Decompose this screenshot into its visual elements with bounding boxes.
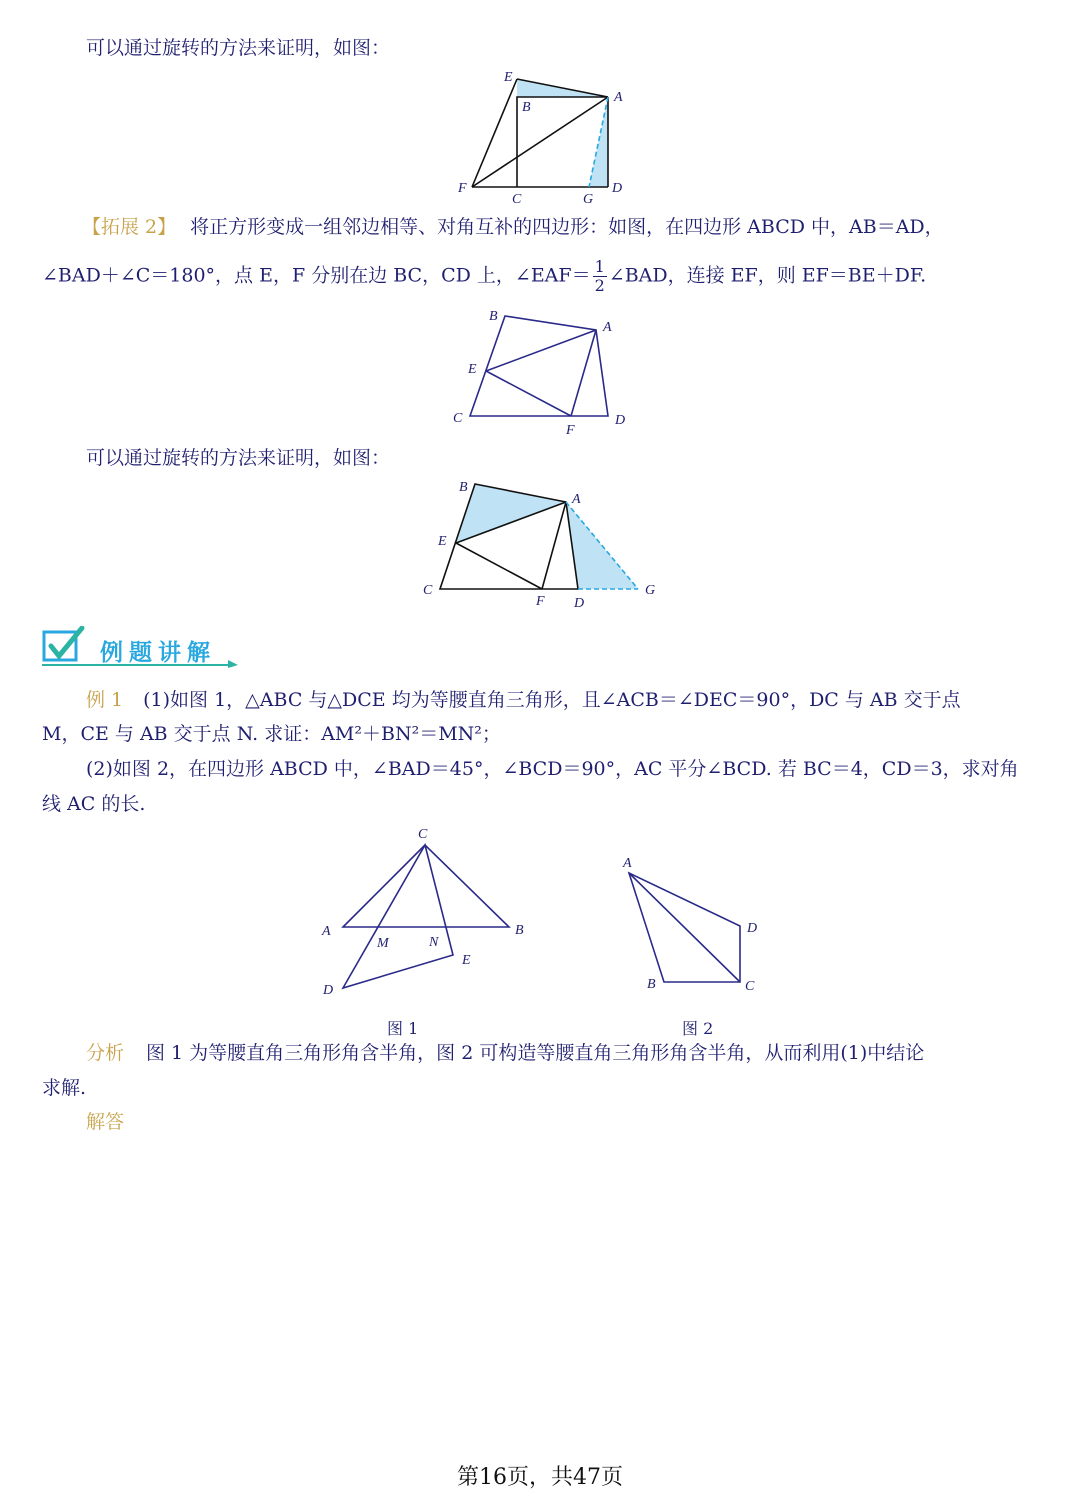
figure-1-triangles bbox=[318, 822, 533, 1000]
caption-figure-1: 图 1 bbox=[387, 1019, 419, 1038]
label-A: A bbox=[603, 320, 612, 335]
label-F: F bbox=[536, 594, 545, 609]
section-title: 例题讲解 bbox=[100, 640, 216, 666]
example-1-text-1: (1)如图 1，△ABC 与△DCE 均为等腰直角三角形，且∠ACB＝∠DEC＝90°，DC 与 AB 交于点 bbox=[143, 689, 961, 711]
label-G: G bbox=[583, 192, 594, 207]
label-M: M bbox=[377, 936, 389, 951]
label-A: A bbox=[614, 90, 623, 105]
extension-2-text-1: 将正方形变成一组邻边相等、对角互补的四边形：如图，在四边形 ABCD 中，AB＝AD， bbox=[190, 216, 944, 238]
figure-quadrilateral bbox=[445, 300, 635, 440]
label-A: A bbox=[322, 924, 331, 939]
proof-intro-2: 可以通过旋转的方法来证明，如图： bbox=[86, 447, 391, 469]
label-D: D bbox=[615, 413, 626, 428]
label-B: B bbox=[489, 309, 498, 324]
extension-2-text-2a: ∠BAD＋∠C＝180°，点 E，F 分别在边 BC，CD 上，∠EAF＝ bbox=[42, 264, 591, 287]
label-E: E bbox=[504, 70, 513, 85]
label-E: E bbox=[438, 534, 447, 549]
analysis-tag: 分析 bbox=[86, 1042, 125, 1064]
label-B: B bbox=[647, 977, 656, 992]
label-B: B bbox=[522, 100, 531, 115]
label-E: E bbox=[462, 953, 471, 968]
figure-quadrilateral-rotation bbox=[420, 476, 660, 612]
example-1-line-3: (2)如图 2，在四边形 ABCD 中，∠BAD＝45°，∠BCD＝90°，AC 平分∠BCD. 若 BC＝4，CD＝3，求对角 bbox=[86, 758, 1019, 780]
caption-figure-2: 图 2 bbox=[682, 1019, 714, 1038]
label-B: B bbox=[515, 923, 524, 938]
extension-2-line-2 bbox=[42, 258, 926, 295]
label-C: C bbox=[453, 411, 463, 426]
analysis-line-2: 求解. bbox=[42, 1077, 87, 1099]
label-N: N bbox=[429, 935, 439, 950]
answer-tag: 解答 bbox=[86, 1111, 125, 1133]
fraction-one-half: $\frac{1}{2}$ bbox=[594, 257, 605, 295]
label-D: D bbox=[574, 596, 585, 611]
extension-2-text-2b: ∠BAD，连接 EF，则 EF＝BE＋DF. bbox=[608, 264, 927, 287]
label-D: D bbox=[747, 921, 758, 936]
label-D: D bbox=[612, 181, 623, 196]
example-1-line-1 bbox=[86, 688, 961, 712]
label-F: F bbox=[566, 423, 575, 438]
figure-square-rotation bbox=[450, 62, 640, 207]
proof-intro-1: 可以通过旋转的方法来证明，如图： bbox=[86, 37, 391, 59]
example-1-tag: 例 1 bbox=[86, 689, 124, 711]
label-G: G bbox=[645, 583, 656, 598]
example-1-line-2: M，CE 与 AB 交于点 N. 求证：AM²＋BN²＝MN²； bbox=[42, 723, 501, 745]
label-A: A bbox=[572, 492, 581, 507]
label-D: D bbox=[323, 983, 334, 998]
figure-2-quadrilateral bbox=[618, 850, 763, 998]
label-A: A bbox=[623, 856, 632, 871]
label-C: C bbox=[418, 827, 428, 842]
label-F: F bbox=[458, 181, 467, 196]
analysis-text-1: 图 1 为等腰直角三角形角含半角，图 2 可构造等腰直角三角形角含半角，从而利用(1)中结论 bbox=[146, 1042, 925, 1064]
extension-2-tag: 【拓展 2】 bbox=[82, 216, 177, 238]
page-footer: 第16页，共47页 bbox=[457, 1465, 623, 1490]
section-header-examples bbox=[42, 626, 242, 670]
extension-2-line-1 bbox=[82, 215, 944, 239]
label-C: C bbox=[423, 583, 433, 598]
label-E: E bbox=[468, 362, 477, 377]
example-1-line-4: 线 AC 的长. bbox=[42, 793, 146, 815]
label-B: B bbox=[459, 480, 468, 495]
label-C: C bbox=[512, 192, 522, 207]
analysis-line-1 bbox=[86, 1041, 924, 1065]
label-C: C bbox=[745, 979, 755, 994]
